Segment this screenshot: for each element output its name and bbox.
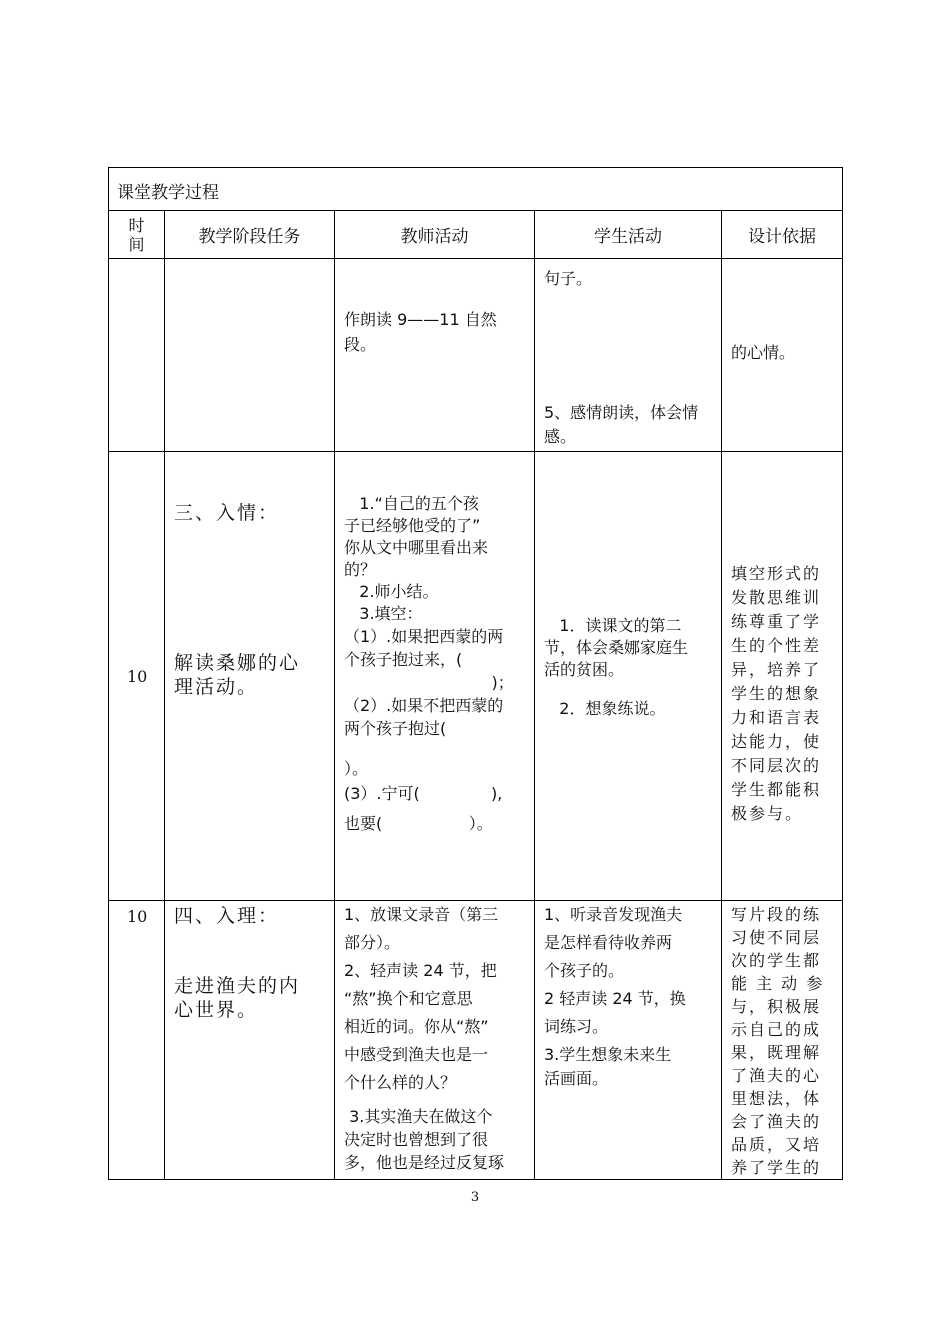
stage-title: 四、入理： — [174, 905, 280, 927]
time-cell — [109, 259, 165, 452]
teacher-line: 多，他也是经过反复琢 — [344, 1153, 505, 1172]
time-value: 10 — [127, 667, 148, 686]
student-line: 节，体会桑娜家庭生 — [544, 638, 689, 657]
student-line: 词练习。 — [544, 1017, 609, 1036]
basis-line: 极参与。 — [731, 804, 804, 823]
student-line: 是怎样看待收养两 — [544, 933, 673, 952]
teacher-line: 部分）。 — [344, 933, 401, 952]
teacher-cell — [335, 259, 535, 452]
basis-line: 写片段的练 — [731, 905, 822, 924]
basis-line: 品质，又培 — [731, 1135, 822, 1154]
header-teacher: 教师活动 — [335, 211, 535, 259]
basis-line: 次的学生都 — [731, 951, 822, 970]
basis-line: 达能力，使 — [731, 732, 822, 751]
header-row — [109, 211, 843, 259]
basis-line: 了渔夫的心 — [731, 1066, 822, 1085]
basis-line: 填空形式的 — [731, 564, 822, 583]
teacher-line: 个孩子抱过来，( — [344, 650, 463, 669]
time-value: 10 — [127, 907, 148, 926]
time-cell — [109, 901, 165, 1180]
stage-body-line: 心世界。 — [174, 999, 259, 1021]
teacher-cell — [335, 901, 535, 1180]
teacher-line: 的？ — [344, 560, 377, 579]
teacher-line: 3.其实渔夫在做这个 — [344, 1107, 493, 1126]
teacher-cell — [335, 452, 535, 901]
teacher-line: )； — [344, 673, 514, 692]
student-line: 活的贫困。 — [544, 660, 625, 679]
student-line: 个孩子的。 — [544, 961, 625, 980]
table-row — [109, 901, 843, 1180]
student-line: 5、感情朗读，体会情 — [544, 403, 699, 422]
teacher-line: 段。 — [344, 335, 377, 354]
teacher-line: 2、轻声读 24 节，把 — [344, 961, 497, 980]
student-line: 活画面。 — [544, 1069, 609, 1088]
teacher-line: 2.师小结。 — [344, 582, 439, 601]
teacher-line: （1）.如果把西蒙的两 — [344, 627, 504, 646]
stage-cell — [165, 259, 335, 452]
student-line: 1、听录音发现渔夫 — [544, 905, 683, 924]
teacher-line: （2）.如果不把西蒙的 — [344, 696, 504, 715]
header-basis: 设计依据 — [722, 211, 843, 259]
header-student: 学生活动 — [535, 211, 722, 259]
header-time: 时 间 — [109, 211, 165, 259]
basis-line: 异，培养了 — [731, 660, 822, 679]
student-line: 1．读课文的第二 — [544, 616, 682, 635]
basis-cell — [722, 901, 843, 1180]
basis-line: 里想法，体 — [731, 1089, 822, 1108]
table-title: 课堂教学过程 — [117, 183, 219, 203]
teacher-line: 相近的词。你从“熬” — [344, 1017, 489, 1036]
stage-cell — [165, 901, 335, 1180]
basis-line: 生的个性差 — [731, 636, 822, 655]
basis-line: 学生都能积 — [731, 780, 822, 799]
basis-line: 练尊重了学 — [731, 612, 822, 631]
stage-cell — [165, 452, 335, 901]
basis-cell — [722, 259, 843, 452]
table-title-cell — [109, 168, 843, 211]
stage-body-line: 走进渔夫的内 — [174, 975, 301, 997]
teacher-line: 3.填空： — [344, 604, 423, 623]
basis-line: 的心情。 — [731, 343, 796, 362]
student-line: 2．想象练说。 — [544, 699, 666, 718]
student-cell — [535, 259, 722, 452]
basis-line: 力和语言表 — [731, 708, 822, 727]
stage-title: 三、入情： — [174, 502, 280, 524]
student-cell — [535, 901, 722, 1180]
stage-body-line: 解读桑娜的心 — [174, 652, 301, 674]
table-row — [109, 452, 843, 901]
time-cell — [109, 452, 165, 901]
basis-line: 示自己的成 — [731, 1020, 822, 1039]
basis-line: 养了学生的 — [731, 1158, 822, 1177]
basis-cell — [722, 452, 843, 901]
teacher-line: 1.“自己的五个孩 — [344, 494, 479, 513]
teacher-line: 作朗读 9——11 自然 — [344, 310, 497, 329]
teacher-line: (3）.宁可( ), — [344, 784, 503, 803]
teacher-line: 中感受到渔夫也是一 — [344, 1045, 489, 1064]
basis-line: 能 主 动 参 — [731, 974, 825, 993]
teacher-line: 决定时也曾想到了很 — [344, 1130, 489, 1149]
teacher-line: 1、放课文录音（第三 — [344, 905, 499, 924]
basis-line: 发散思维训 — [731, 588, 822, 607]
student-line: 2 轻声读 24 节，换 — [544, 989, 686, 1008]
teacher-line: “熬”换个和它意思 — [344, 989, 473, 1008]
teacher-line: 两个孩子抱过( — [344, 719, 447, 738]
student-line: 感。 — [544, 427, 577, 446]
lesson-process-table — [108, 167, 843, 1180]
teacher-line: 你从文中哪里看出来 — [344, 538, 489, 557]
basis-line: 会了渔夫的 — [731, 1112, 822, 1131]
table-row — [109, 259, 843, 452]
basis-line: 不同层次的 — [731, 756, 822, 775]
student-cell — [535, 452, 722, 901]
basis-line: 学生的想象 — [731, 684, 822, 703]
basis-line: 与，积极展 — [731, 997, 822, 1016]
header-stage: 教学阶段任务 — [165, 211, 335, 259]
teacher-line: 子已经够他受的了” — [344, 516, 481, 535]
teacher-line: ）。 — [344, 759, 369, 778]
teacher-line: 个什么样的人？ — [344, 1073, 457, 1092]
basis-line: 习使不同层 — [731, 928, 822, 947]
stage-body-line: 理活动。 — [174, 676, 259, 698]
student-line: 3.学生想象未来生 — [544, 1045, 672, 1064]
page-number: 3 — [470, 1190, 480, 1205]
basis-line: 果，既理解 — [731, 1043, 822, 1062]
student-line: 句子。 — [544, 269, 593, 288]
teacher-line: 也要( ）。 — [344, 814, 493, 833]
